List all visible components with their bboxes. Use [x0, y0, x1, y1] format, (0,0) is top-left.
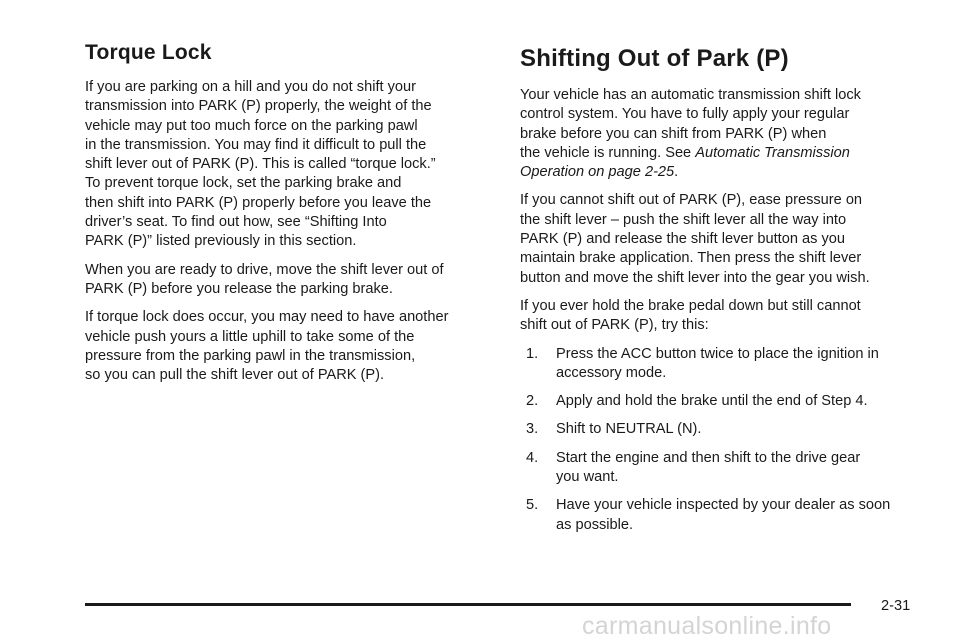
- right-column: [520, 44, 928, 544]
- paragraph: If you cannot shift out of PARK (P), ease pressure on the shift lever – push the shift lever all the way into PARK (P) and release the shift lever button as you maintain brake application. Then press the shift lever button and move the shift lever into the gear you wish.: [520, 192, 870, 286]
- step-text: Have your vehicle inspected by your dealer as soon as possible.: [556, 497, 891, 533]
- step-item: [520, 449, 928, 488]
- step-number: 5.: [526, 497, 539, 514]
- steps-list: [520, 345, 928, 535]
- step-text: Apply and hold the brake until the end of Step 4.: [556, 393, 868, 410]
- step-text: Press the ACC button twice to place the ignition in accessory mode.: [556, 345, 879, 381]
- footer-rule: [85, 603, 851, 606]
- step-text: Start the engine and then shift to the drive gear you want.: [556, 449, 861, 486]
- section-heading-shifting-out-of-park: Shifting Out of Park (P): [520, 45, 789, 72]
- intro-paragraph: [520, 86, 928, 182]
- step-number: 3.: [526, 421, 539, 438]
- page-number: 2-31: [881, 598, 911, 614]
- step-number: 2.: [526, 393, 539, 410]
- left-column: [85, 40, 493, 394]
- watermark: carmanualsonline.info: [582, 612, 832, 640]
- step-number: 4.: [526, 449, 539, 466]
- step-text: Shift to NEUTRAL (N).: [556, 421, 702, 438]
- section-heading-torque-lock: Torque Lock: [85, 41, 212, 64]
- step-item: [520, 496, 928, 535]
- step-item: [520, 420, 928, 439]
- intro-text: Your vehicle has an automatic transmission shift lock control system. You have to fully apply your regular brake before you can shift from PARK (P) when the vehicle is running. See: [520, 87, 861, 161]
- step-item: [520, 392, 928, 411]
- paragraph: If you are parking on a hill and you do not shift your transmission into PARK (P) properly, the weight of the vehicle may put too much force on the parking pawl in the transmission. You may find it difficult to pull the shift lever out of PARK (P). This is called “torque lock.” To prevent torque lock, set the parking brake and then shift into PARK (P) properly before you leave the driver’s seat. To find out how, see “Shifting Into PARK (P)” listed previously in this section.: [85, 79, 436, 250]
- step-number: 1.: [526, 345, 539, 362]
- paragraph: If torque lock does occur, you may need to have another vehicle push yours a little uphill to take some of the pressure from the parking pawl in the transmission, so you can pull the shift lever out of PARK (P).: [85, 309, 449, 384]
- paragraph: If you ever hold the brake pedal down but still cannot shift out of PARK (P), try this:: [520, 297, 861, 334]
- cross-reference-link[interactable]: Automatic Transmission Operation on page 2-25: [520, 144, 850, 181]
- paragraph: When you are ready to drive, move the shift lever out of PARK (P) before you release the parking brake.: [85, 261, 444, 297]
- intro-end: .: [674, 164, 679, 181]
- step-item: [520, 345, 928, 384]
